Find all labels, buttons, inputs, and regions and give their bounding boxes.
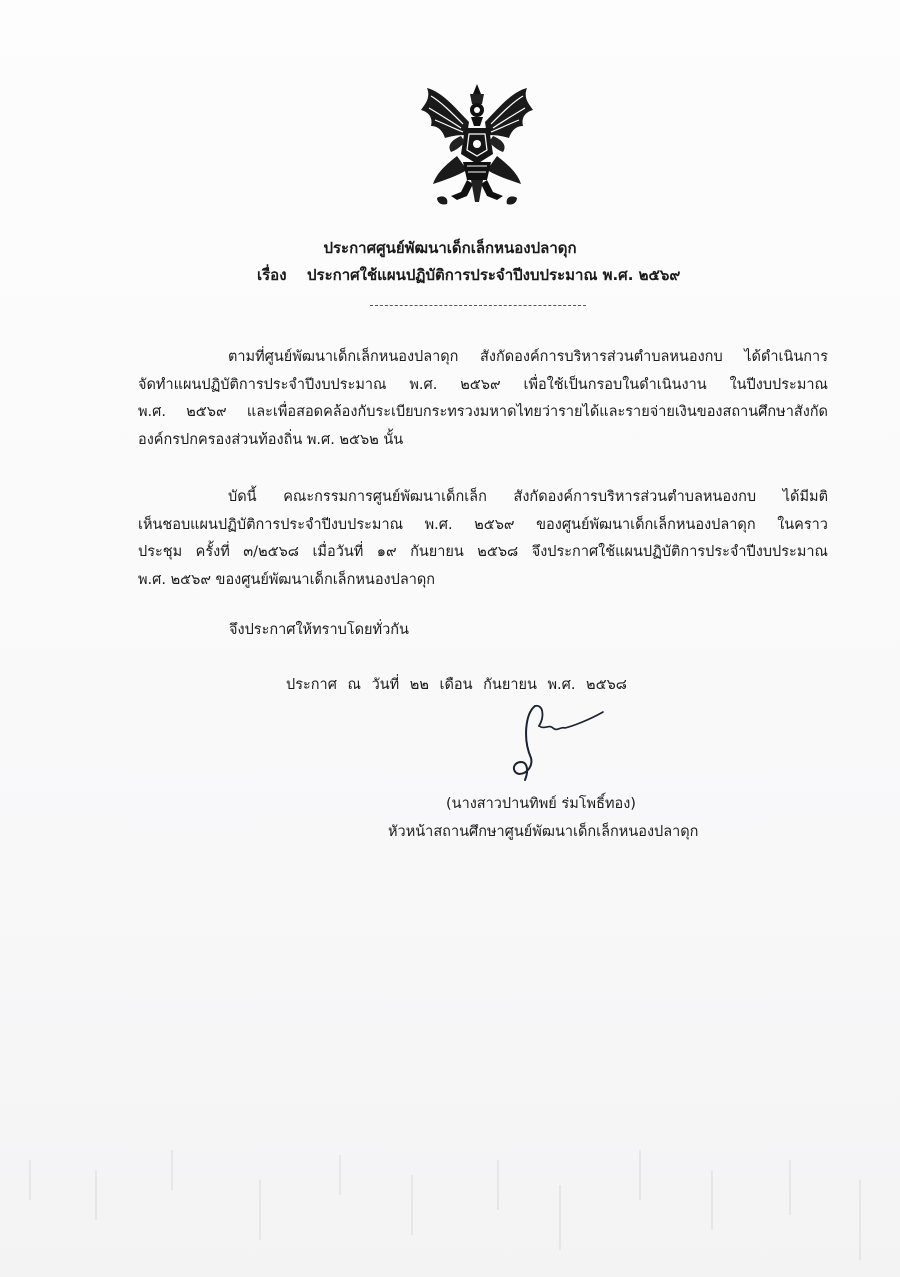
scan-noise <box>0 1140 900 1277</box>
signer-name: (นางสาวปานทิพย์ ร่มโพธิ์ทอง) <box>446 796 636 812</box>
announcement-date: ประกาศ ณ วันที่ ๒๒ เดือน กันยายน พ.ศ. ๒๕๖๘ <box>286 677 627 693</box>
paragraph-line: บัดนี้ คณะกรรมการศูนย์พัฒนาเด็กเล็ก สังกัดองค์การบริหารส่วนตำบลหนองกบ ได้มีมติ <box>228 489 828 505</box>
paragraph-line: พ.ศ. ๒๕๖๙ และเพื่อสอดคล้องกับระเบียบกระทรวงมหาดไทยว่ารายได้และรายจ่ายเงินของสถานศึกษาสังกัด <box>138 404 828 420</box>
paragraph-line: องค์กรปกครองส่วนท้องถิ่น พ.ศ. ๒๕๖๒ นั้น <box>138 431 404 448</box>
title-divider <box>370 305 586 306</box>
body-paragraph-1 <box>138 344 828 454</box>
paragraph-line: ตามที่ศูนย์พัฒนาเด็กเล็กหนองปลาดุก สังกัดองค์การบริหารส่วนตำบลหนองกบ ได้ดำเนินการ <box>228 349 828 365</box>
garuda-emblem-icon <box>417 80 537 208</box>
subject-label: เรื่อง <box>257 266 287 284</box>
closing-notice: จึงประกาศให้ทราบโดยทั่วกัน <box>229 622 409 638</box>
paragraph-line: ประชุม ครั้งที่ ๓/๒๕๖๘ เมื่อวันที่ ๑๙ กันยายน ๒๕๖๘ จึงประกาศใช้แผนปฏิบัติการประจำปีงบประมาณ <box>138 544 828 560</box>
paragraph-line: จัดทำแผนปฏิบัติการประจำปีงบประมาณ พ.ศ. ๒๕๖๙ เพื่อใช้เป็นกรอบในดำเนินงาน ในปีงบประมาณ <box>138 376 828 393</box>
announcement-title: ประกาศศูนย์พัฒนาเด็กเล็กหนองปลาดุก <box>323 239 577 257</box>
paragraph-line: พ.ศ. ๒๕๖๙ ของศูนย์พัฒนาเด็กเล็กหนองปลาดุก <box>138 571 436 588</box>
body-paragraph-2 <box>138 484 828 594</box>
announcement-subject <box>257 263 680 287</box>
signer-position: หัวหน้าสถานศึกษาศูนย์พัฒนาเด็กเล็กหนองปลาดุก <box>388 824 699 840</box>
paragraph-line: เห็นชอบแผนปฏิบัติการประจำปีงบประมาณ พ.ศ. ๒๕๖๙ ของศูนย์พัฒนาเด็กเล็กหนองปลาดุก ในคราว <box>138 516 828 533</box>
handwritten-signature <box>505 700 615 782</box>
subject-text: ประกาศใช้แผนปฏิบัติการประจำปีงบประมาณ พ.ศ. ๒๕๖๙ <box>307 266 681 284</box>
